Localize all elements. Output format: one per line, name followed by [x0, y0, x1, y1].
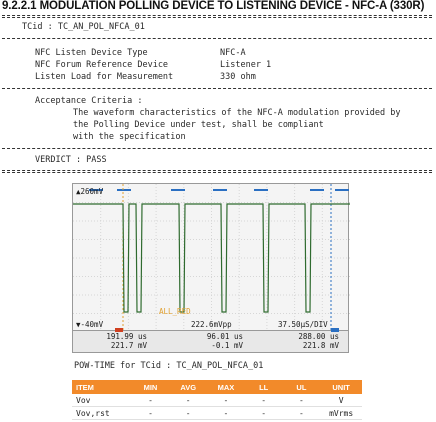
- cursor-delta-time: 96.01 us: [206, 332, 243, 341]
- pow-time-heading: POW-TIME for TCid : TC_AN_POL_NFCA_01: [74, 361, 264, 371]
- param-value-reference-device: Listener 1: [220, 60, 272, 70]
- param-label-listen-load: Listen Load for Measurement: [35, 72, 174, 82]
- table-cell: Vov: [76, 395, 91, 405]
- table-cell: -: [223, 408, 229, 418]
- scope-timebase: 37.50µS/DIV: [278, 320, 328, 329]
- acceptance-line: the Polling Device under test, shall be compliant: [73, 120, 324, 130]
- column-header: MIN: [143, 382, 158, 392]
- acceptance-line: The waveform characteristics of the NFC-A modulation provided by: [73, 108, 401, 118]
- cursor-b-time: 288.00 us: [298, 332, 339, 341]
- table-cell: -: [185, 395, 191, 405]
- table-cell: -: [185, 408, 191, 418]
- table-cell: -: [299, 408, 304, 418]
- scope-amplitude: 222.6mVpp: [191, 320, 232, 329]
- oscilloscope-screen: [72, 183, 349, 331]
- table-row: [72, 394, 362, 407]
- table-cell: -: [299, 395, 304, 405]
- param-value-device-type: NFC-A: [220, 48, 246, 58]
- waveform-plot: [73, 184, 350, 332]
- results-table: [72, 380, 362, 420]
- table-cell: -: [223, 395, 229, 405]
- scope-top-level: ▲260mV: [76, 187, 104, 196]
- table-cell: V: [338, 395, 344, 405]
- table-row: [72, 407, 362, 420]
- divider: [2, 38, 432, 39]
- table-cell: -: [148, 408, 153, 418]
- table-cell: -: [148, 395, 153, 405]
- verdict: VERDICT : PASS: [35, 155, 107, 165]
- cursor-readout: [72, 331, 349, 353]
- table-cell: -: [261, 408, 267, 418]
- column-header: ITEM: [76, 382, 94, 392]
- cursor-b-voltage: 221.8 mV: [302, 341, 339, 350]
- table-cell: mVrms: [329, 408, 354, 418]
- param-label-device-type: NFC Listen Device Type: [35, 48, 148, 58]
- acceptance-line: with the specification: [73, 132, 186, 142]
- table-header: [72, 380, 362, 394]
- param-value-listen-load: 330 ohm: [220, 72, 256, 82]
- column-header: UL: [296, 382, 307, 392]
- acceptance-heading: Acceptance Criteria :: [35, 96, 143, 106]
- column-header: LL: [259, 382, 269, 392]
- cursor-delta-voltage: -0.1 mV: [211, 341, 243, 350]
- divider: [2, 170, 432, 173]
- column-header: MAX: [217, 382, 235, 392]
- cursor-a-voltage: 221.7 mV: [110, 341, 147, 350]
- cursor-a-time: 191.99 us: [106, 332, 147, 341]
- tcid-line: TCid : TC_AN_POL_NFCA_01: [22, 22, 145, 32]
- divider: [2, 15, 432, 18]
- column-header: AVG: [180, 382, 197, 392]
- divider: [2, 88, 432, 89]
- divider: [2, 148, 432, 149]
- table-cell: -: [261, 395, 267, 405]
- param-label-reference-device: NFC Forum Reference Device: [35, 60, 169, 70]
- table-cell: Vov,rst: [76, 408, 110, 418]
- scope-marker-label: ALL_RED: [159, 307, 191, 316]
- page-title: 9.2.2.1 MODULATION POLLING DEVICE TO LISTENING DEVICE - NFC-A (330R): [2, 0, 425, 12]
- column-header: UNIT: [332, 382, 350, 392]
- scope-bottom-level: ▼-40mV: [76, 320, 104, 329]
